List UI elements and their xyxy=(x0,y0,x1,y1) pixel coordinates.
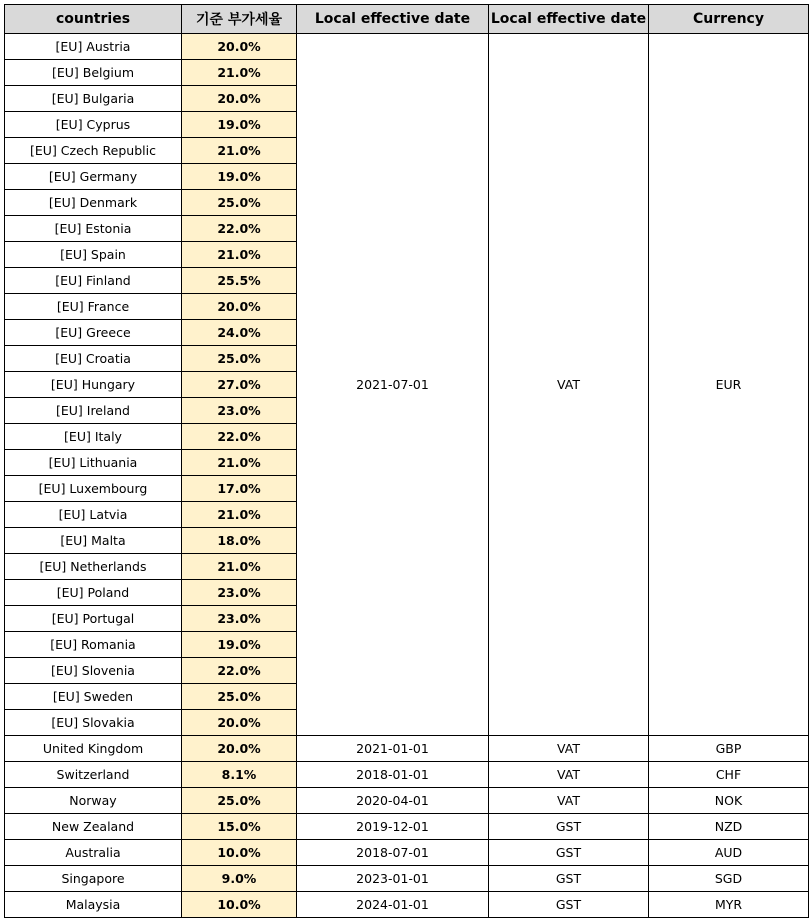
vat-rates-table xyxy=(4,4,809,918)
vat-rate-cell: 21.0% xyxy=(182,138,297,164)
country-cell: [EU] Greece xyxy=(5,320,182,346)
vat-rate-cell: 20.0% xyxy=(182,34,297,60)
country-cell: [EU] Germany xyxy=(5,164,182,190)
tax-type-cell: GST xyxy=(489,814,649,840)
country-cell: [EU] Hungary xyxy=(5,372,182,398)
eu-currency-cell: EUR xyxy=(649,34,809,736)
effective-date-cell: 2021-01-01 xyxy=(297,736,489,762)
country-cell: [EU] Sweden xyxy=(5,684,182,710)
table-row xyxy=(5,892,809,918)
vat-rate-cell: 19.0% xyxy=(182,112,297,138)
country-cell: [EU] Croatia xyxy=(5,346,182,372)
vat-rate-cell: 22.0% xyxy=(182,216,297,242)
header-local-effective-date: Local effective date xyxy=(297,5,489,34)
country-cell: [EU] Czech Republic xyxy=(5,138,182,164)
country-cell: [EU] Latvia xyxy=(5,502,182,528)
vat-rate-cell: 21.0% xyxy=(182,60,297,86)
country-cell: [EU] Poland xyxy=(5,580,182,606)
currency-cell: NZD xyxy=(649,814,809,840)
country-cell: Switzerland xyxy=(5,762,182,788)
country-cell: United Kingdom xyxy=(5,736,182,762)
vat-rate-cell: 27.0% xyxy=(182,372,297,398)
eu-tax-type-cell: VAT xyxy=(489,34,649,736)
tax-type-cell: VAT xyxy=(489,736,649,762)
vat-rate-cell: 20.0% xyxy=(182,710,297,736)
vat-rate-cell: 19.0% xyxy=(182,164,297,190)
effective-date-cell: 2023-01-01 xyxy=(297,866,489,892)
vat-rate-cell: 20.0% xyxy=(182,294,297,320)
table-row xyxy=(5,34,809,60)
vat-rate-cell: 22.0% xyxy=(182,658,297,684)
vat-rate-cell: 17.0% xyxy=(182,476,297,502)
country-cell: [EU] Estonia xyxy=(5,216,182,242)
header-row xyxy=(5,5,809,34)
vat-rate-cell: 8.1% xyxy=(182,762,297,788)
country-cell: [EU] Romania xyxy=(5,632,182,658)
country-cell: [EU] Belgium xyxy=(5,60,182,86)
eu-effective-date-cell: 2021-07-01 xyxy=(297,34,489,736)
currency-cell: GBP xyxy=(649,736,809,762)
currency-cell: NOK xyxy=(649,788,809,814)
tax-type-cell: VAT xyxy=(489,788,649,814)
header-base-vat-rate: 기준 부가세율 xyxy=(182,5,297,34)
vat-rate-cell: 21.0% xyxy=(182,450,297,476)
country-cell: [EU] Slovenia xyxy=(5,658,182,684)
table-row xyxy=(5,866,809,892)
tax-type-cell: GST xyxy=(489,892,649,918)
country-cell: Malaysia xyxy=(5,892,182,918)
header-currency: Currency xyxy=(649,5,809,34)
country-cell: [EU] Italy xyxy=(5,424,182,450)
header-local-effective-date-2: Local effective date xyxy=(489,5,649,34)
country-cell: [EU] Luxembourg xyxy=(5,476,182,502)
vat-rate-cell: 24.0% xyxy=(182,320,297,346)
country-cell: [EU] Lithuania xyxy=(5,450,182,476)
country-cell: [EU] Finland xyxy=(5,268,182,294)
currency-cell: AUD xyxy=(649,840,809,866)
vat-rate-cell: 25.0% xyxy=(182,346,297,372)
country-cell: [EU] Ireland xyxy=(5,398,182,424)
vat-rate-cell: 10.0% xyxy=(182,840,297,866)
currency-cell: CHF xyxy=(649,762,809,788)
country-cell: Singapore xyxy=(5,866,182,892)
table-row xyxy=(5,788,809,814)
country-cell: [EU] Netherlands xyxy=(5,554,182,580)
table-row xyxy=(5,762,809,788)
country-cell: [EU] France xyxy=(5,294,182,320)
currency-cell: MYR xyxy=(649,892,809,918)
vat-rate-cell: 18.0% xyxy=(182,528,297,554)
header-countries: countries xyxy=(5,5,182,34)
country-cell: [EU] Malta xyxy=(5,528,182,554)
vat-rate-cell: 25.0% xyxy=(182,788,297,814)
vat-rate-cell: 20.0% xyxy=(182,736,297,762)
effective-date-cell: 2018-07-01 xyxy=(297,840,489,866)
vat-rate-cell: 21.0% xyxy=(182,554,297,580)
tax-type-cell: GST xyxy=(489,840,649,866)
vat-rate-cell: 21.0% xyxy=(182,242,297,268)
effective-date-cell: 2018-01-01 xyxy=(297,762,489,788)
effective-date-cell: 2019-12-01 xyxy=(297,814,489,840)
country-cell: [EU] Slovakia xyxy=(5,710,182,736)
country-cell: Norway xyxy=(5,788,182,814)
table-row xyxy=(5,814,809,840)
vat-rate-cell: 25.5% xyxy=(182,268,297,294)
effective-date-cell: 2020-04-01 xyxy=(297,788,489,814)
country-cell: [EU] Portugal xyxy=(5,606,182,632)
country-cell: [EU] Denmark xyxy=(5,190,182,216)
vat-rate-cell: 25.0% xyxy=(182,684,297,710)
vat-rate-cell: 15.0% xyxy=(182,814,297,840)
country-cell: [EU] Bulgaria xyxy=(5,86,182,112)
country-cell: [EU] Cyprus xyxy=(5,112,182,138)
vat-rate-cell: 9.0% xyxy=(182,866,297,892)
vat-rate-cell: 25.0% xyxy=(182,190,297,216)
vat-rate-cell: 23.0% xyxy=(182,580,297,606)
vat-rate-cell: 20.0% xyxy=(182,86,297,112)
currency-cell: SGD xyxy=(649,866,809,892)
vat-rate-cell: 21.0% xyxy=(182,502,297,528)
effective-date-cell: 2024-01-01 xyxy=(297,892,489,918)
country-cell: New Zealand xyxy=(5,814,182,840)
country-cell: [EU] Spain xyxy=(5,242,182,268)
tax-type-cell: VAT xyxy=(489,762,649,788)
vat-rate-cell: 10.0% xyxy=(182,892,297,918)
table-row xyxy=(5,840,809,866)
tax-type-cell: GST xyxy=(489,866,649,892)
vat-rate-cell: 19.0% xyxy=(182,632,297,658)
vat-rate-cell: 22.0% xyxy=(182,424,297,450)
table-row xyxy=(5,736,809,762)
vat-rate-cell: 23.0% xyxy=(182,606,297,632)
country-cell: Australia xyxy=(5,840,182,866)
vat-rate-cell: 23.0% xyxy=(182,398,297,424)
table-body xyxy=(5,34,809,918)
country-cell: [EU] Austria xyxy=(5,34,182,60)
